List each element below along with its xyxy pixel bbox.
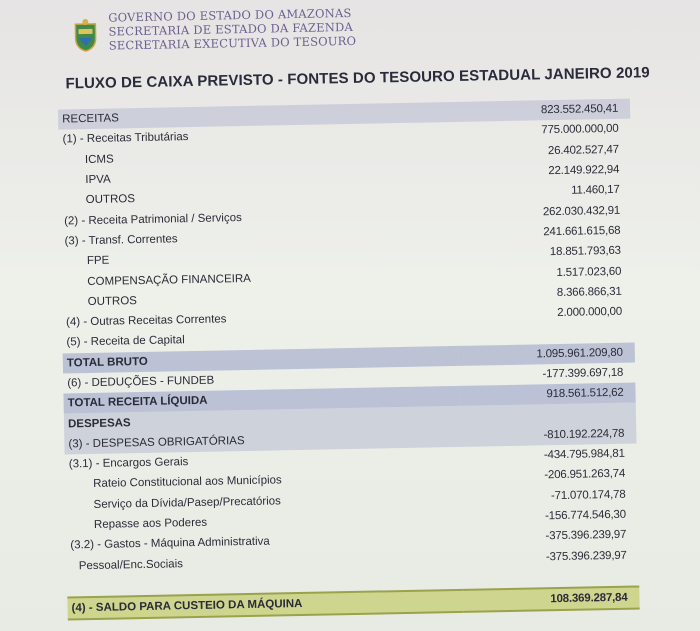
row-label: Serviço da Dívida/Pasep/Precatórios (93, 495, 281, 511)
row-label: TOTAL RECEITA LÍQUIDA (63, 386, 459, 414)
row-value: 18.851.793,63 (549, 245, 621, 259)
row-label: (5) - Receita de Capital (66, 334, 185, 349)
row-label: (4) - SALDO PARA CUSTEIO DA MÁQUINA (67, 590, 463, 620)
letterhead (72, 6, 356, 53)
row-label: (3.2) - Gastos - Máquina Administrativa (70, 535, 270, 552)
row-label: FPE (86, 254, 110, 268)
row-label: DESPESAS (64, 406, 460, 434)
row-value: 775.000.000,00 (541, 123, 619, 137)
letterhead-line-treasury: SECRETARIA EXECUTIVA DO TESOURO (108, 33, 357, 53)
row-value: 1.095.961.209,80 (459, 342, 635, 366)
row-value: 22.149.922,94 (548, 163, 620, 178)
row-label: IPVA (85, 173, 111, 187)
row-label: Pessoal/Enc.Sociais (78, 557, 184, 572)
row-label: (3) - Transf. Correntes (64, 233, 178, 248)
row-label: (1) - Receitas Tributárias (62, 131, 189, 146)
row-label: (3.1) - Encargos Gerais (68, 456, 189, 471)
cash-flow-table (58, 99, 640, 621)
row-label: (4) - Outras Receitas Correntes (65, 313, 227, 329)
row-value: -375.396.239,97 (545, 529, 627, 543)
row-value: -206.951.263,74 (544, 468, 626, 482)
row-value: 241.661.615,68 (543, 224, 621, 239)
row-label: Repasse aos Poderes (93, 516, 208, 532)
row-value: -177.399.697,18 (542, 366, 624, 381)
row-label: Rateio Constitucional aos Municípios (93, 474, 282, 491)
row-value: 26.402.527,47 (547, 143, 619, 157)
row-value: 918.561.512,62 (459, 383, 635, 407)
row-value: 262.030.432,91 (542, 204, 621, 218)
row-label: (2) - Receita Patrimonial / Serviços (64, 211, 242, 228)
row-value: -71.070.174,78 (550, 488, 626, 502)
row-label: RECEITAS (58, 102, 454, 130)
row-label: (6) - DEDUÇÕES - FUNDEB (67, 374, 215, 390)
row-value: 2.000.000,00 (557, 305, 623, 320)
row-value: 1.517.023,60 (556, 265, 622, 279)
row-label: ICMS (84, 153, 114, 166)
row-label: COMPENSAÇÃO FINANCEIRA (87, 272, 251, 288)
state-crest-icon (72, 18, 99, 52)
row-value: 823.552.450,41 (454, 99, 630, 123)
letterhead-line-government: GOVERNO DO ESTADO DO AMAZONAS (108, 5, 352, 25)
row-label: (3) - DESPESAS OBRIGATÓRIAS (64, 427, 460, 455)
row-value: 108.369.287,84 (463, 587, 639, 613)
row-value: -156.774.546,30 (545, 508, 627, 523)
row-value: 11.460,17 (571, 184, 620, 198)
letterhead-line-secretariat: SECRETARIA DE ESTADO DA FAZENDA (108, 19, 354, 39)
page-title: FLUXO DE CAIXA PREVISTO - FONTES DO TESOURO ESTADUAL JANEIRO 2019 (65, 64, 650, 93)
row-value: -434.795.984,81 (543, 447, 625, 462)
row-label: OUTROS (85, 193, 136, 207)
letterhead-text (108, 6, 356, 53)
row-value: -810.192.224,78 (460, 423, 636, 447)
row-label: TOTAL BRUTO (63, 345, 459, 373)
row-label: OUTROS (87, 294, 138, 308)
row-value: 8.366.866,31 (556, 285, 622, 299)
row-value: -375.396.239,97 (545, 549, 627, 563)
